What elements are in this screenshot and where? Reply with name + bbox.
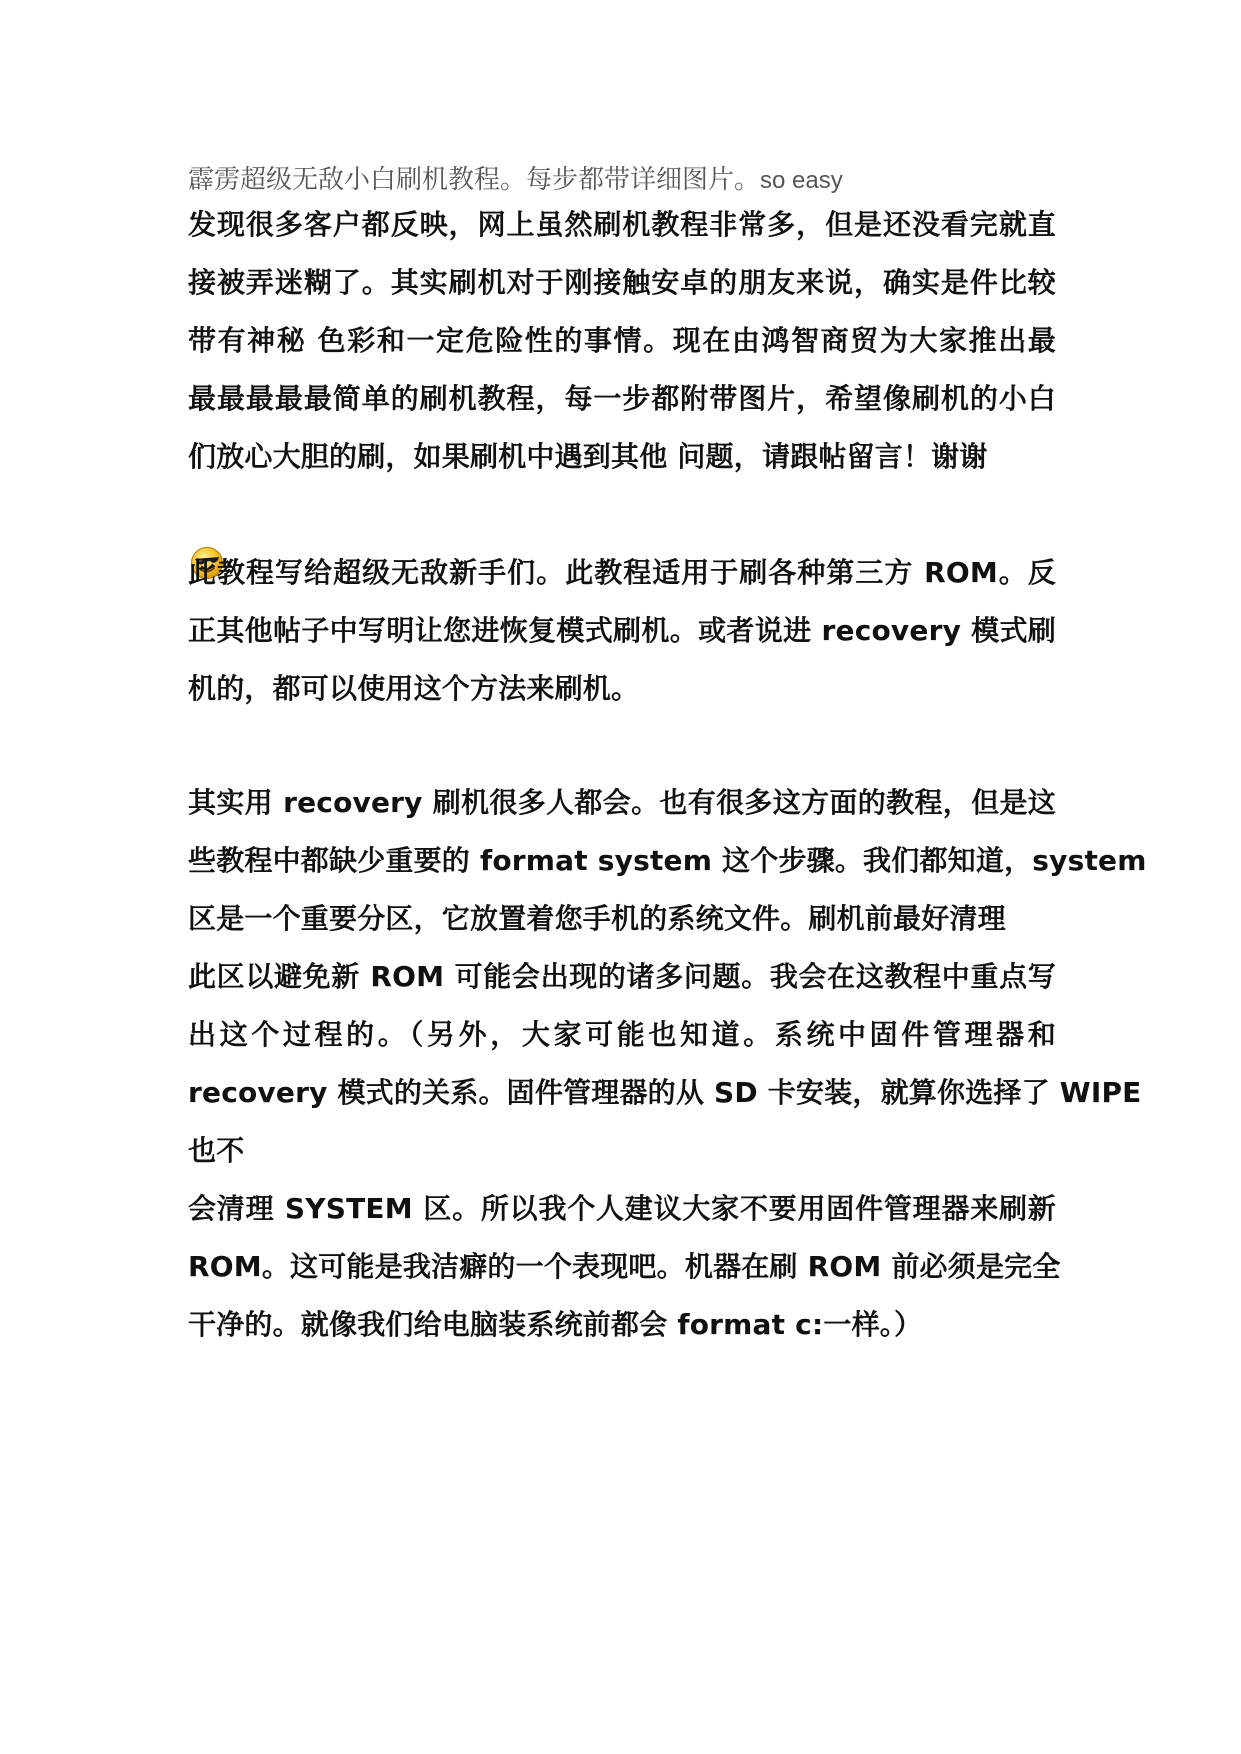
para3-line-8: 会清理 SYSTEM 区。所以我个人建议大家不要用固件管理器来刷新 bbox=[188, 1192, 1056, 1225]
title-text-cn: 霹雳超级无敌小白刷机教程。每步都带详细图片。 bbox=[188, 165, 761, 195]
intro-line-5: 们放心大胆的刷，如果刷机中遇到其他 问题，请跟帖留言！谢谢 bbox=[188, 440, 988, 473]
para3-line-3: 区是一个重要分区，它放置着您手机的系统文件。刷机前最好清理 bbox=[188, 902, 1006, 935]
intro-line-1: 发现很多客户都反映，网上虽然刷机教程非常多，但是还没看完就直 bbox=[188, 208, 1056, 241]
para2-line-2: 正其他帖子中写明让您进恢复模式刷机。或者说进 recovery 模式刷 bbox=[188, 614, 1056, 647]
para3-line-10: 干净的。就像我们给电脑装系统前都会 format c:一样。） bbox=[188, 1308, 923, 1341]
para3-line-4: 此区以避免新 ROM 可能会出现的诸多问题。我会在这教程中重点写 bbox=[188, 960, 1056, 993]
para2-line-3: 机的，都可以使用这个方法来刷机。 bbox=[188, 672, 640, 705]
intro-line-2: 接被弄迷糊了。其实刷机对于刚接触安卓的朋友来说，确实是件比较 bbox=[188, 266, 1056, 299]
title-text-latin: so easy bbox=[760, 167, 843, 194]
para3-line-9: ROM。这可能是我洁癖的一个表现吧。机器在刷 ROM 前必须是完全 bbox=[188, 1250, 1061, 1283]
para3-line-5: 出这个过程的。（另外，大家可能也知道。系统中固件管理器和 bbox=[188, 1018, 1056, 1051]
para3-line-2: 些教程中都缺少重要的 format system 这个步骤。我们都知道，system bbox=[188, 844, 1147, 877]
intro-line-3: 带有神秘 色彩和一定危险性的事情。现在由鸿智商贸为大家推出最 bbox=[188, 324, 1056, 357]
para3-line-6: recovery 模式的关系。固件管理器的从 SD 卡安装，就算你选择了 WIPE bbox=[188, 1076, 1142, 1109]
para3-line-7: 也不 bbox=[188, 1134, 245, 1167]
para2-line-1: 此教程写给超级无敌新手们。此教程适用于刷各种第三方 ROM。反 bbox=[188, 556, 1056, 589]
intro-line-4: 最最最最最简单的刷机教程，每一步都附带图片，希望像刷机的小白 bbox=[188, 382, 1056, 415]
para3-line-1: 其实用 recovery 刷机很多人都会。也有很多这方面的教程，但是这 bbox=[188, 786, 1056, 819]
